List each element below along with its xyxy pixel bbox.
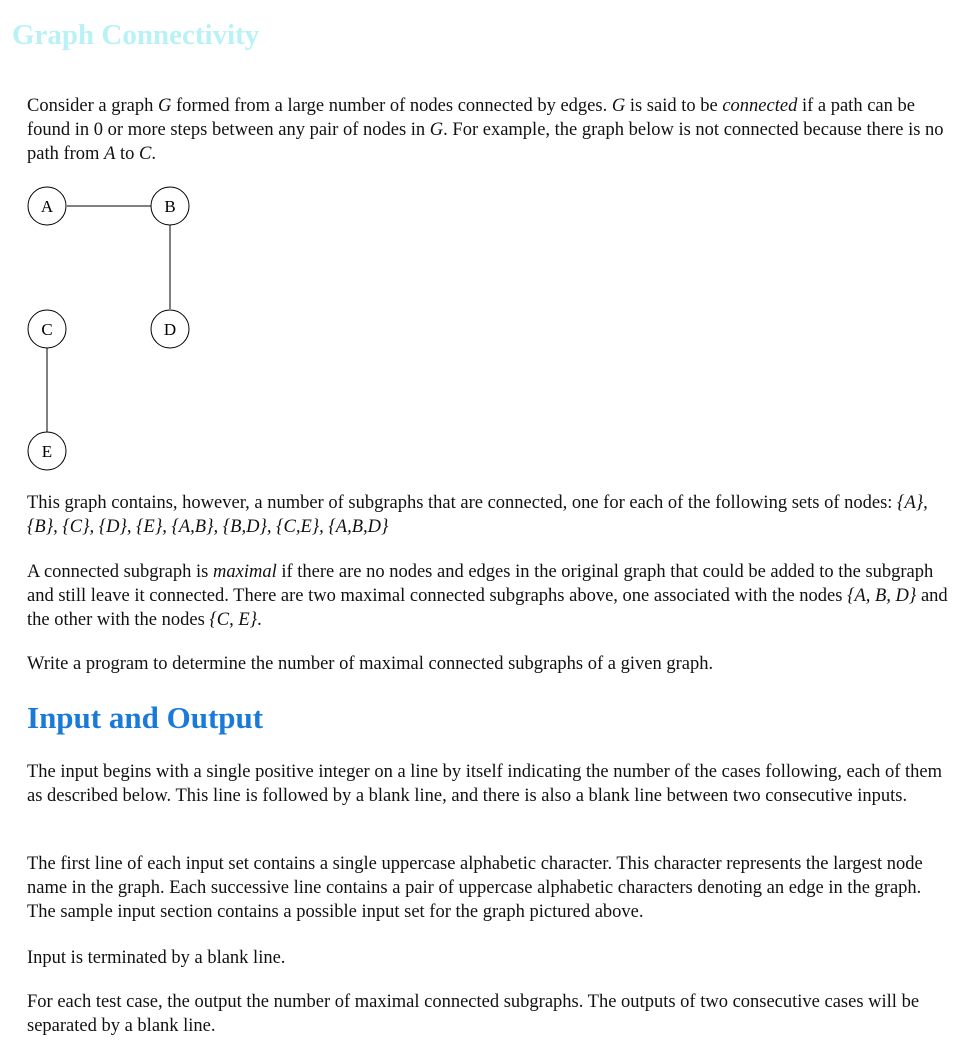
node-c-label: C bbox=[41, 320, 53, 339]
section-heading-input-output: Input and Output bbox=[27, 700, 264, 735]
intro-text-7: . bbox=[151, 144, 156, 164]
intro-text-5: . For example, the graph below is not connected because there is no path from bbox=[27, 120, 944, 164]
maximal-text-2: if there are no nodes and edges in the original graph that could be added to the subgraph and still leave it connected. There are two maximal connected subgraphs above, one associated with the nodes bbox=[27, 562, 934, 606]
page-title: Graph Connectivity bbox=[12, 19, 260, 51]
graph-diagram bbox=[0, 178, 240, 478]
subgraphs-paragraph bbox=[27, 491, 952, 539]
node-e-label: E bbox=[41, 442, 53, 461]
maximal-text-1: A connected subgraph is bbox=[27, 562, 213, 582]
maximal-set-2: {C, E} bbox=[209, 610, 258, 630]
intro-text-3: is said to be bbox=[625, 96, 723, 116]
node-a-label: A bbox=[40, 197, 54, 216]
subgraph-sets: {A}, {B}, {C}, {D}, {E}, {A,B}, {B,D}, {C,E}, {A,B,D} bbox=[27, 493, 928, 537]
io-paragraph-1: The input begins with a single positive integer on a line by itself indicating the number of the cases following, each of them as described below. This line is followed by a blank line, and there is also a blank line between two consecutive inputs. bbox=[27, 762, 943, 806]
io-paragraph-3: Input is terminated by a blank line. bbox=[27, 948, 286, 968]
node-d-label: D bbox=[163, 320, 177, 339]
task-paragraph: Write a program to determine the number of maximal connected subgraphs of a given graph. bbox=[27, 654, 714, 674]
io-paragraph-4: For each test case, the output the number of maximal connected subgraphs. The outputs of two consecutive cases will be separated by a blank line. bbox=[27, 992, 920, 1036]
subgraphs-text: This graph contains, however, a number of subgraphs that are connected, one for each of the following sets of nodes: bbox=[27, 493, 898, 513]
term-connected: connected bbox=[722, 96, 798, 116]
math-g: G bbox=[158, 96, 172, 116]
intro-text-1: Consider a graph bbox=[27, 96, 159, 116]
maximal-text-4: . bbox=[257, 610, 262, 630]
intro-text-6: to bbox=[115, 144, 140, 164]
maximal-paragraph bbox=[27, 560, 952, 632]
term-maximal: maximal bbox=[213, 562, 277, 582]
math-g: G bbox=[611, 96, 626, 116]
intro-text-4: if a path can be found in 0 or more steps between any pair of nodes in bbox=[27, 96, 915, 140]
intro-text-2: formed from a large number of nodes connected by edges. bbox=[171, 96, 612, 116]
node-b-label: B bbox=[164, 197, 176, 216]
math-g: G bbox=[429, 120, 444, 140]
io-paragraph-2: The first line of each input set contains a single uppercase alphabetic character. This character represents the largest node name in the graph. Each successive line contains a pair of uppercase alphabetic characters denoting an edge in the graph. The sample input section contains a possible input set for the graph pictured above. bbox=[27, 854, 923, 922]
math-c: C bbox=[139, 144, 152, 164]
maximal-set-1: {A, B, D} bbox=[847, 586, 917, 606]
maximal-text-3: and the other with the nodes bbox=[27, 586, 948, 630]
intro-paragraph bbox=[27, 94, 952, 166]
math-a: A bbox=[104, 144, 116, 164]
